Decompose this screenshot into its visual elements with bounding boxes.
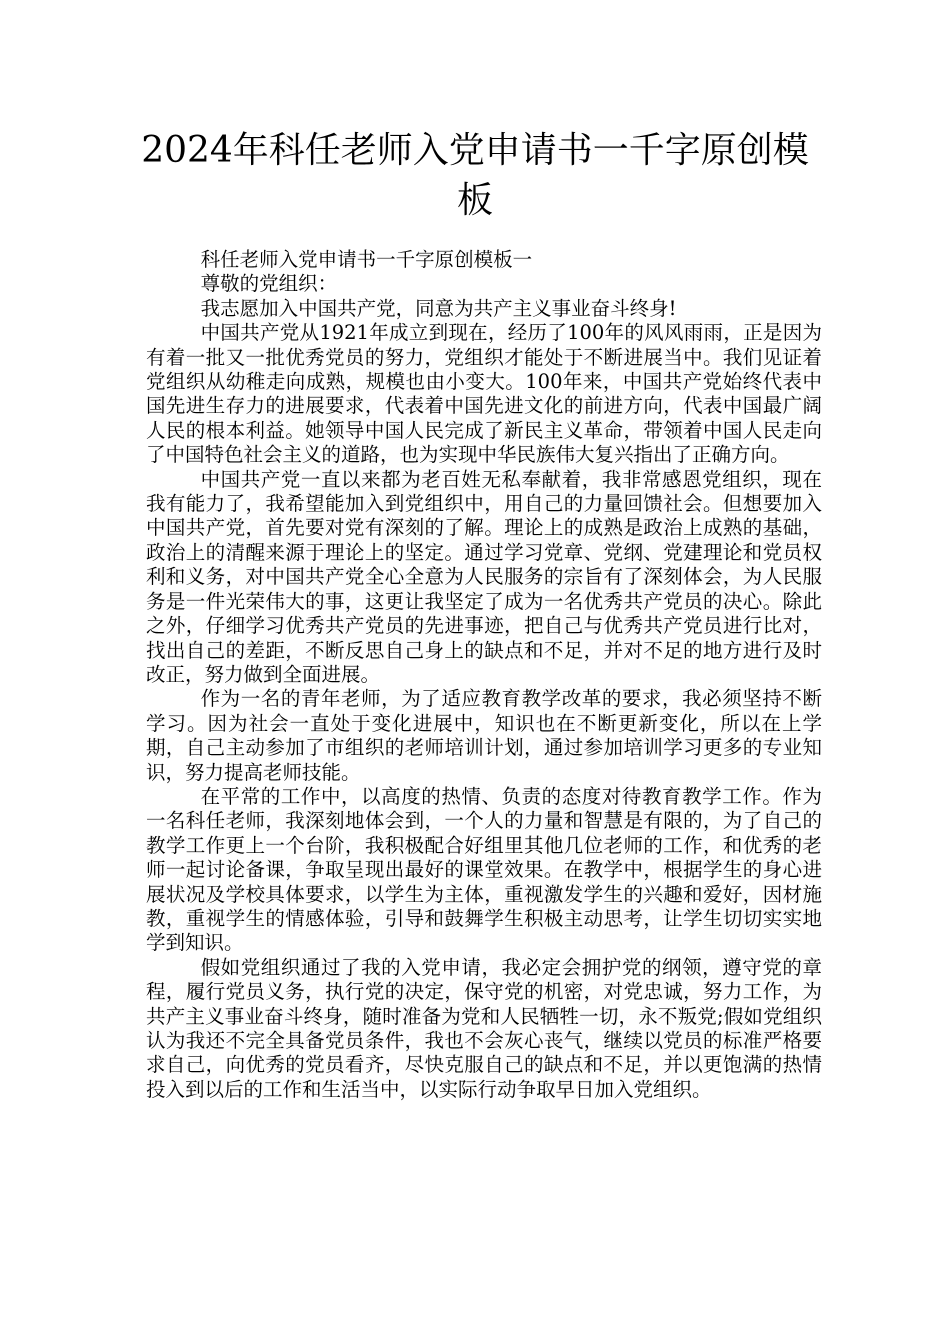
paragraph-6: 假如党组织通过了我的入党申请，我必定会拥护党的纲领，遵守党的章程，履行党员义务，执行党的决定，保守党的机密，对党忠诚，努力工作，为共产主义事业奋斗终身，随时准备为党和人民牺牲一切，永不叛党;假如党组织认为我还不完全具备党员条件，我也不会灰心丧气，继续以党员的标准严格要求自己，向优秀的党员看齐，尽快克服自己的缺点和不足，并以更饱满的热情投入到以后的工作和生活当中，以实际行动争取早日加入党组织。 xyxy=(146,955,822,1101)
document-body xyxy=(146,248,822,1102)
paragraph-4: 作为一名的青年老师，为了适应教育教学改革的要求，我必须坚持不断学习。因为社会一直处于变化进展中，知识也在不断更新变化，所以在上学期，自己主动参加了市组织的老师培训计划，通过参加培训学习更多的专业知识，努力提高老师技能。 xyxy=(146,687,822,784)
letter-subtitle: 科任老师入党申请书一千字原创模板一 xyxy=(200,248,533,271)
letter-salutation: 尊敬的党组织： xyxy=(200,272,338,296)
paragraph-1: 我志愿加入中国共产党，同意为共产主义事业奋斗终身! xyxy=(200,296,677,320)
paragraph-5: 在平常的工作中，以高度的热情、负责的态度对待教育教学工作。作为一名科任老师，我深刻地体会到，一个人的力量和智慧是有限的，为了自己的教学工作更上一个台阶，我积极配合好组里其他几位老师的工作，和优秀的老师一起讨论备课，争取呈现出最好的课堂效果。在教学中，根据学生的身心进展状况及学校具体要求，以学生为主体，重视激发学生的兴趣和爱好，因材施教，重视学生的情感体验，引导和鼓舞学生积极主动思考，让学生切切实实地学到知识。 xyxy=(146,784,822,955)
paragraph-2: 中国共产党从1921年成立到现在，经历了100年的风风雨雨，正是因为有着一批又一批优秀党员的努力，党组织才能处于不断进展当中。我们见证着党组织从幼稚走向成熟，规模也由小变大。100年来，中国共产党始终代表中国先进生存力的进展要求，代表着中国先进文化的前进方向，代表中国最广阔人民的根本利益。她领导中国人民完成了新民主义革命，带领着中国人民走向了中国特色社会主义的道路，也为实现中华民族伟大复兴指出了正确方向。 xyxy=(146,321,822,467)
document-title: 2024年科任老师入党申请书一千字原创模板 xyxy=(141,130,809,221)
paragraph-3: 中国共产党一直以来都为老百姓无私奉献着，我非常感恩党组织，现在我有能力了，我希望能加入到党组织中，用自己的力量回馈社会。但想要加入中国共产党，首先要对党有深刻的了解。理论上的成熟是政治上成熟的基础，政治上的清醒来源于理论上的坚定。通过学习党章、党纲、党建理论和党员权利和义务，对中国共产党全心全意为人民服务的宗旨有了深刻体会，为人民服务是一件光荣伟大的事，这更让我坚定了成为一名优秀共产党员的决心。除此之外，仔细学习优秀共产党员的先进事迹，把自己与优秀共产党员进行比对，找出自己的差距，不断反思自己身上的缺点和不足，并对不足的地方进行及时改正，努力做到全面进展。 xyxy=(146,467,822,686)
